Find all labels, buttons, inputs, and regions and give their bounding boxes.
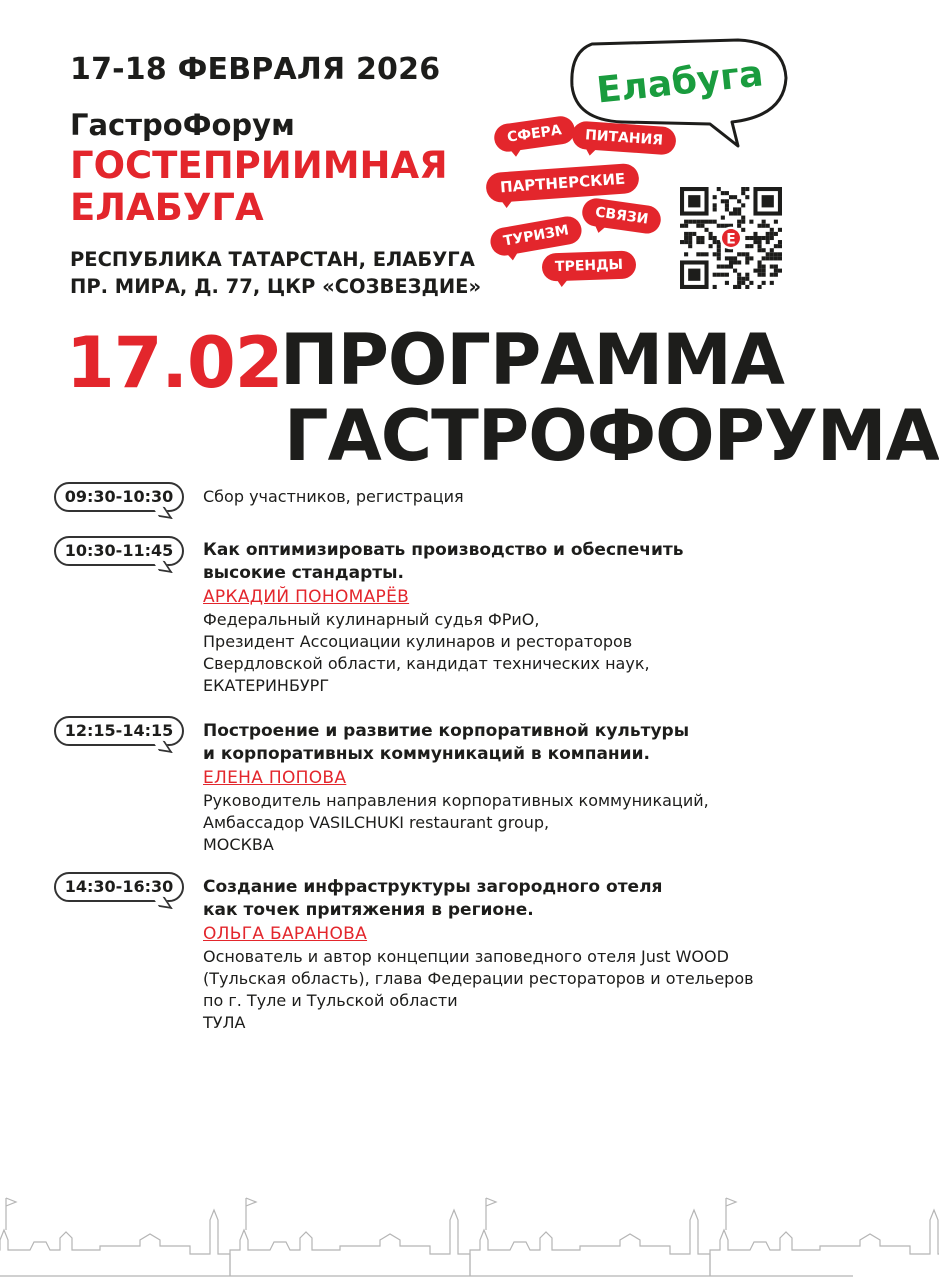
schedule-item (203, 539, 823, 697)
schedule-item (203, 876, 823, 1034)
time-badge: 12:15-14:15 (54, 716, 184, 746)
forum-name: ГастроФорум (70, 108, 295, 142)
address-line-1: РЕСПУБЛИКА ТАТАРСТАН, ЕЛАБУГА (70, 248, 475, 271)
speaker-name[interactable]: АРКАДИЙ ПОНОМАРЁВ (203, 587, 410, 607)
address-line-2: ПР. МИРА, Д. 77, ЦКР «СОЗВЕЗДИЕ» (70, 275, 482, 298)
speaker-desc-line: по г. Туле и Тульской области (203, 991, 458, 1010)
session-title-line-1: Построение и развитие корпоративной культуры (203, 721, 690, 741)
speaker-desc-line: ТУЛА (203, 1013, 246, 1032)
time-badge: 09:30-10:30 (54, 482, 184, 512)
speaker-desc-line: Руководитель направления корпоративных коммуникаций, (203, 791, 709, 810)
city-name: Елабуга (594, 53, 766, 112)
program-title-line-2: ГАСТРОФОРУМА (284, 395, 939, 477)
program-title-line-1: ПРОГРАММА (280, 319, 784, 401)
session-title-line-2: как точек притяжения в регионе. (203, 900, 534, 920)
speaker-name[interactable]: ОЛЬГА БАРАНОВА (203, 924, 368, 944)
speaker-desc-line: (Тульская область), глава Федерации рестораторов и отельеров (203, 969, 754, 988)
speaker-name[interactable]: ЕЛЕНА ПОПОВА (203, 768, 347, 788)
session-title-line-1: Как оптимизировать производство и обеспечить (203, 540, 684, 560)
speaker-desc-line: Президент Ассоциации кулинаров и рестораторов (203, 632, 633, 651)
program-title (280, 319, 939, 477)
session-title-line-1: Создание инфраструктуры загородного отеля (203, 877, 663, 897)
speaker-desc-line: Основатель и автор концепции заповедного отеля Just WOOD (203, 947, 729, 966)
event-title (70, 145, 448, 229)
tag-sfera: СФЕРА (492, 115, 576, 154)
tag-pitaniya: ПИТАНИЯ (571, 120, 677, 155)
tag-svyazi: СВЯЗИ (580, 197, 663, 236)
city-skyline-decoration (0, 1180, 853, 1280)
qr-code-icon (680, 187, 782, 289)
qr-center-letter: E (726, 231, 736, 248)
time-badge: 10:30-11:45 (54, 536, 184, 566)
event-title-line-1: ГОСТЕПРИИМНАЯ (70, 144, 448, 187)
speaker-desc-line: Федеральный кулинарный судья ФРиО, (203, 610, 540, 629)
session-title-line-2: высокие стандарты. (203, 563, 404, 583)
event-dates: 17-18 ФЕВРАЛЯ 2026 (70, 52, 441, 87)
schedule-item (203, 720, 823, 856)
program-date: 17.02 (66, 322, 283, 404)
speaker-desc-line: МОСКВА (203, 835, 274, 854)
speaker-desc-line: ЕКАТЕРИНБУРГ (203, 676, 330, 695)
event-title-line-2: ЕЛАБУГА (70, 186, 264, 229)
speaker-desc-line: Амбассадор VASILCHUKI restaurant group, (203, 813, 550, 832)
tag-turizm: ТУРИЗМ (488, 214, 584, 258)
tag-partnerskie: ПАРТНЕРСКИЕ (485, 163, 640, 204)
session-title-line-2: и корпоративных коммуникаций в компании. (203, 744, 650, 764)
time-badge: 14:30-16:30 (54, 872, 184, 902)
event-address (70, 246, 481, 300)
qr-code[interactable] (680, 187, 782, 289)
event-text: Сбор участников, регистрация (203, 487, 464, 506)
tag-trendy: ТРЕНДЫ (542, 250, 637, 281)
speaker-desc-line: Свердловской области, кандидат технических наук, (203, 654, 650, 673)
